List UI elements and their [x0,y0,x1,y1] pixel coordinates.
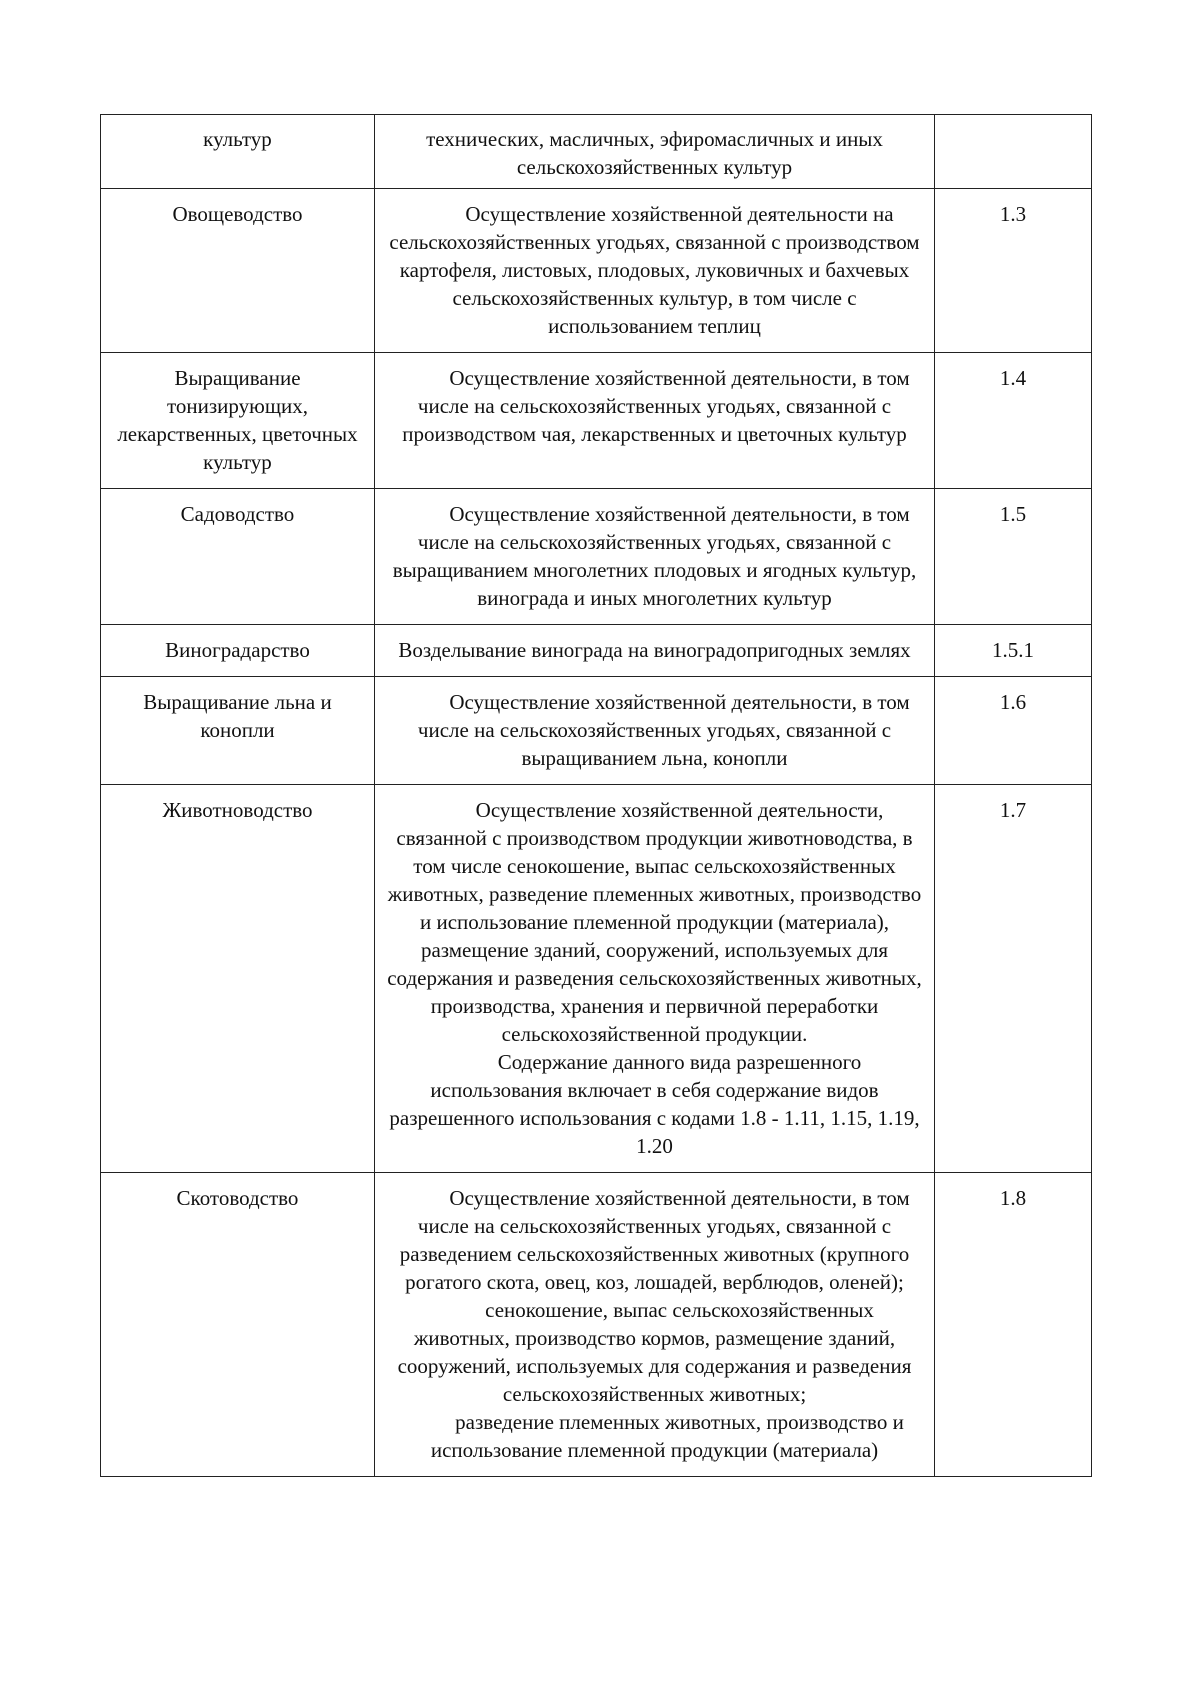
description-paragraph: Осуществление хозяйственной деятельности, в том числе на сельскохозяйственных угодьях, связанной с разведением сельскохозяйственных животных (крупного рогатого скота, овец, коз, лошадей, верблюдов, оленей); [399,1186,910,1294]
description-paragraph: сенокошение, выпас сельскохозяйственных животных, производство кормов, размещение зданий, сооружений, используемых для содержания и разведения сельскохозяйственных животных; [397,1298,912,1406]
table-row [101,189,1092,353]
table-row [101,625,1092,677]
description-paragraph: Осуществление хозяйственной деятельности на сельскохозяйственных угодьях, связанной с производством картофеля, листовых, плодовых, луковичных и бахчевых сельскохозяйственных культур, в том числе с использованием теплиц [389,202,920,338]
table-row [101,1173,1092,1477]
description-paragraph: Содержание данного вида разрешенного использования включает в себя содержание видов разрешенного использования с кодами 1.8 - 1.11, 1.15, 1.19, 1.20 [389,1050,920,1158]
use-description [375,115,935,189]
use-name: Виноградарство [101,625,375,677]
table-row [101,677,1092,785]
use-code: 1.8 [935,1173,1092,1477]
use-code: 1.7 [935,785,1092,1173]
use-description [375,785,935,1173]
description-paragraph: Осуществление хозяйственной деятельности, в том числе на сельскохозяйственных угодьях, связанной с выращиванием льна, конопли [417,690,910,770]
use-name: Выращивание льна и конопли [101,677,375,785]
use-code: 1.5 [935,489,1092,625]
land-use-table [100,114,1092,1477]
description-paragraph: Осуществление хозяйственной деятельности, в том числе на сельскохозяйственных угодьях, связанной с выращиванием многолетних плодовых и ягодных культур, винограда и иных многолетних культур [392,502,917,610]
table-row [101,489,1092,625]
table-row [101,785,1092,1173]
use-description [375,625,935,677]
use-name: Выращивание тонизирующих, лекарственных, цветочных культур [101,353,375,489]
use-code: 1.3 [935,189,1092,353]
use-code: 1.5.1 [935,625,1092,677]
use-description [375,489,935,625]
use-name: Садоводство [101,489,375,625]
use-description [375,677,935,785]
use-description [375,189,935,353]
description-paragraph: Осуществление хозяйственной деятельности, в том числе на сельскохозяйственных угодьях, связанной с производством чая, лекарственных и цветочных культур [402,366,910,446]
use-name: Овощеводство [101,189,375,353]
use-code [935,115,1092,189]
use-description [375,1173,935,1477]
table-row [101,353,1092,489]
description-paragraph: разведение племенных животных, производство и использование племенной продукции (материала) [430,1410,904,1462]
use-code: 1.4 [935,353,1092,489]
use-name: культур [101,115,375,189]
table-row [101,115,1092,189]
use-description [375,353,935,489]
description-paragraph: технических, масличных, эфиромасличных и иных сельскохозяйственных культур [426,127,883,179]
use-name: Скотоводство [101,1173,375,1477]
description-paragraph: Осуществление хозяйственной деятельности, связанной с производством продукции животноводства, в том числе сенокошение, выпас сельскохозяйственных животных, разведение племенных животных, производство и использование племенной продукции (материала), размещение зданий, сооружений, используемых для содержания и разведения сельскохозяйственных животных, производства, хранения и первичной переработки сельскохозяйственной продукции. [387,798,922,1046]
use-code: 1.6 [935,677,1092,785]
use-name: Животноводство [101,785,375,1173]
description-paragraph: Возделывание винограда на виноградопригодных землях [398,638,911,662]
